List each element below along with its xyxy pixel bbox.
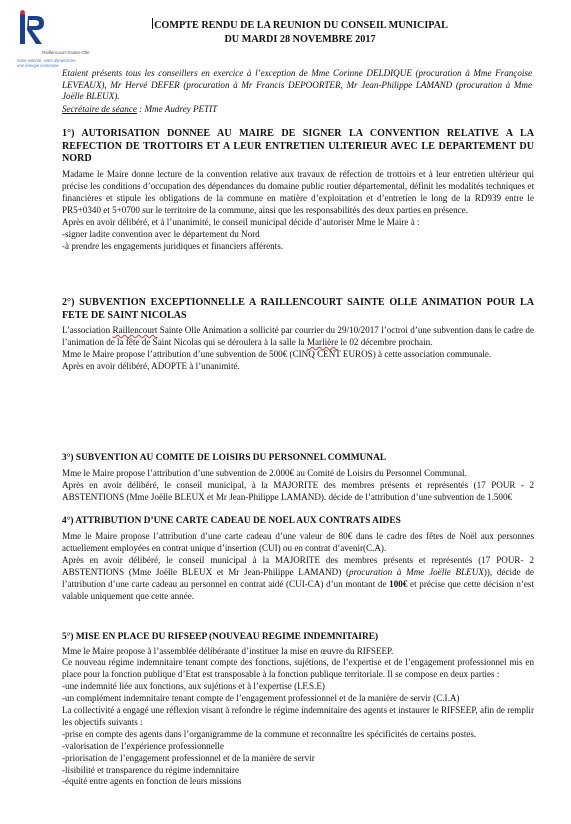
section-title: 2°) SUBVENTION EXCEPTIONNELLE A RAILLENCOURT SAINTE OLLE ANIMATION POUR LA FETE DE SAINT NICOLAS: [62, 297, 534, 321]
session-secretary: Secrétaire de séance : Mme Audrey PETIT: [62, 104, 218, 114]
section-body: Mme le Maire propose l’attribution d’une subvention de 2.000€ au Comité de Loisirs du Personnel Communal. Après en avoir délibéré, le conseil municipal, à la MAJORITE des membres présents et représentés (17 POUR - 2 ABSTENTIONS (Mme Joëlle BLEUX et Mr Jean-Philippe LAMAND). décide de l’attribution d’une subvention de 1.500€: [62, 467, 534, 502]
attendance-paragraph: Etaient présents tous les conseillers en exercice à l’exception de Mme Corinne DELDIQUE (procuration à Mme Françoise LEVEAUX), Mr Hervé DEFER (procuration à Mr Francis DEPOORTER, Mr Jean-Philippe LAMAND (procuration à Mme Joëlle BLEUX).: [62, 68, 532, 101]
section-title: 1°) AUTORISATION DONNEE AU MAIRE DE SIGNER LA CONVENTION RELATIVE A LA REFECTION DE TROTTOIRS ET A LEUR ENTRETIEN ULTERIEUR AVEC LE DEPARTEMENT DU NORD: [62, 128, 534, 164]
section-body: Madame le Maire donne lecture de la convention relative aux travaux de réfection de trottoirs et à leur entretien ultérieur qui précise les conditions d’occupation des dépendances du domaine public routier départemental, définit les modalités techniques et financières et stipule les obligations de la commune en matière d’exploitation et d’entretien le long de la RD939 entre le PR5+0340 et 5+0700 sur le territoire de la commune, ainsi que les responsabilités des deux parties en présence. Après en avoir délibéré, et à l’unanimité, le conseil municipal décide d’autoriser Mme le Maire à : -signer ladite convention avec le département du Nord -à prendre les engagements juridiques et financiers afférents.: [62, 168, 534, 252]
section-title: 5°) MISE EN PLACE DU RIFSEEP (NOUVEAU REGIME INDEMNITAIRE): [62, 632, 379, 642]
logo-tagline: notre volonté, votre dynamisme, une énergie commune: [17, 58, 77, 68]
spellcheck-word: Raillencourt: [112, 325, 158, 335]
logo-mark-icon: [16, 10, 50, 50]
section-5: [62, 631, 534, 788]
report-header: [100, 18, 500, 47]
section-title: 4°) ATTRIBUTION D’UNE CARTE CADEAU DE NOEL AUX CONTRATS AIDES: [62, 516, 401, 526]
report-date: DU MARDI 28 NOVEMBRE 2017: [224, 34, 376, 45]
section-4: [62, 515, 534, 602]
section-body: L’association Raillencourt Sainte Olle Animation a sollicité par courrier du 29/10/2017 l’octroi d’une subvention dans le cadre de l’animation de la fête de Saint Nicolas qui se déroulera à la salle la Marlière le 02 décembre prochain. Mme le Maire propose l’attribution d’une subvention de 500€ (CINQ CENT EUROS) à cette association communale. Après en avoir délibéré, ADOPTE à l’unanimité.: [62, 325, 534, 372]
text-cursor: [152, 18, 153, 29]
report-title: COMPTE RENDU DE LA REUNION DU CONSEIL MUNICIPAL: [154, 20, 448, 31]
section-2: [62, 297, 534, 372]
spellcheck-word: Marlière: [306, 337, 339, 348]
section-3: [62, 452, 534, 503]
section-1: [62, 128, 534, 252]
logo-name: Raillencourt-Sainte-Olle: [42, 50, 90, 55]
section-body: Mme le Maire propose l’attribution d’une carte cadeau d’une valeur de 80€ dans le cadre des fêtes de Noël aux personnes actuellement employées en contrat unique d’insertion (CUI) ou en contrat d’avenir(C.A). Après en avoir délibéré, le conseil municipal à la MAJORITE des membres présents et représentés (17 POUR- 2 ABSTENTIONS (Mme Joëlle BLEUX et Mr Jean-Philippe LAMAND) (procuration à Mme Joëlle BLEUX)), décide de l’attribution d’une carte cadeau au personnel en contrat aidé (CUI-CA) d’un montant de 100€ et précise que cette décision n’est valable uniquement que cette année.: [62, 530, 534, 601]
municipality-logo: [14, 10, 94, 72]
section-body: Mme le Maire propose à l’assemblée délibérante d’instituer la mise en œuvre du RIFSEEP. Ce nouveau régime indemnitaire tenant compte des fonctions, sujétions, de l’expertise et de l’engagement professionnel mis en place pour la fonction publique d’Etat est transposable à la fonction publique territoriale. Il se compose en deux parties : -une indemnité liée aux fonctions, aux sujétions et à l’expertise (I.F.S.E) -un complément indemnitaire tenant compte de l’engagement professionnel et de la manière de servir (C.I.A) La collectivité a engagé une réflexion visant à refondre le régime indemnitaire des agents et instaurer le RIFSEEP, afin de remplir les objectifs suivants : -prise en compte des agents dans l’organigramme de la commune et reconnaître les spécificités de certains postes. -valorisation de l’expérience professionnelle -priorisation de l’engagement professionnel et de la manière de servir -lisibilité et transparence du régime indemnitaire -équité entre agents en fonction de leurs missions: [62, 645, 534, 787]
section-title: 3°) SUBVENTION AU COMITE DE LOISIRS DU PERSONNEL COMMUNAL: [62, 453, 387, 463]
